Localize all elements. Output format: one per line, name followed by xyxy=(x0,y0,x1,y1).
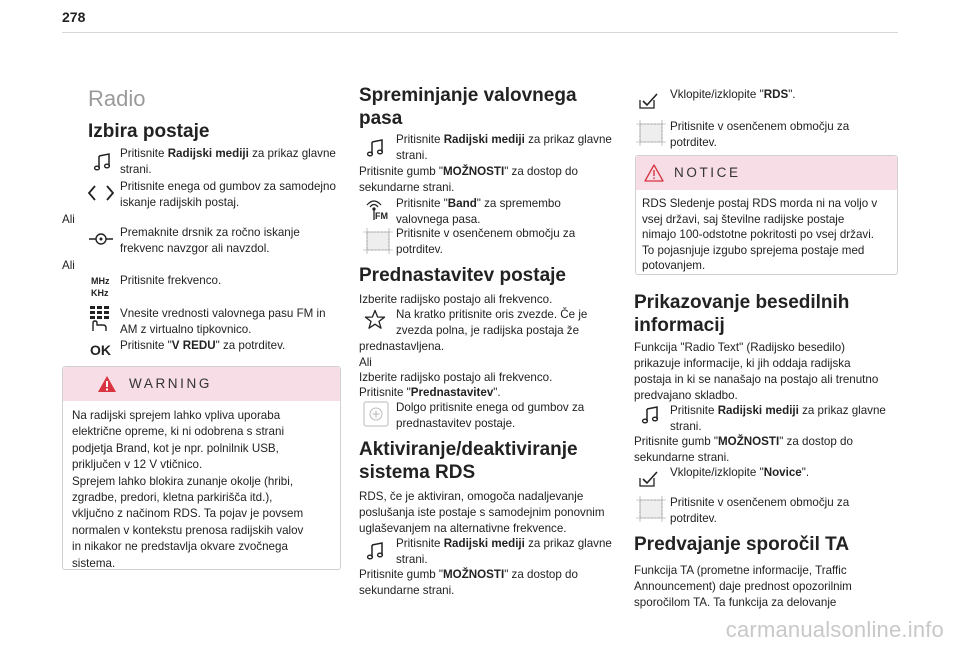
text-line: Vklopite/izklopite "Novice". xyxy=(670,466,810,479)
notice-box xyxy=(635,155,898,275)
star-outline-icon xyxy=(364,309,386,330)
text-line: strani. xyxy=(670,420,702,433)
khz-label: KHz xyxy=(91,288,109,298)
music-note-icon xyxy=(92,152,112,172)
text-line: Ali xyxy=(62,259,75,272)
section-heading-besedilo-2: informacij xyxy=(634,315,725,336)
text-line: Ali xyxy=(359,356,372,369)
text-line: Pritisnite Radijski mediji za prikaz glavne xyxy=(120,147,336,160)
chapter-title: Radio xyxy=(88,86,146,111)
text-line: strani. xyxy=(396,149,428,162)
warning-box xyxy=(62,366,341,570)
notice-triangle-icon xyxy=(644,164,664,182)
shaded-area-icon xyxy=(636,120,666,146)
text-line: Na kratko pritisnite oris zvezde. Če je xyxy=(396,308,588,321)
text-line: prednastavitev postaje. xyxy=(396,417,516,430)
chevron-left-right-icon xyxy=(86,184,116,202)
svg-text:FM: FM xyxy=(375,211,388,221)
text-line: Pritisnite Radijski mediji za prikaz glavne xyxy=(396,537,612,550)
music-note-icon xyxy=(365,138,385,158)
text-line: RDS, če je aktiviran, omogoča nadaljevanje xyxy=(359,490,584,503)
section-heading-prednastavitev: Prednastavitev postaje xyxy=(359,265,566,286)
text-line: Izberite radijsko postajo ali frekvenco. xyxy=(359,371,553,384)
text-line: Pritisnite v osenčenem območju za xyxy=(396,227,576,240)
text-line: postaja in ki se nanašajo na postajo ali trenutno xyxy=(634,373,879,386)
notice-text: RDS Sledenje postaj RDS morda ni na voljo v vsej državi, saj številne radijske postaje nimajo 100-odstotne pokritosti po vsej državi. To pojasnjuje izgubo sprejema postaje med potovanjem. xyxy=(642,197,878,273)
text-line: Premaknite drsnik za ročno iskanje xyxy=(120,226,300,239)
notice-title: NOTICE xyxy=(674,165,741,180)
section-heading-besedilo: Prikazovanje besedilnih xyxy=(634,292,850,313)
section-heading-valovni-pas: Spreminjanje valovnega xyxy=(359,85,577,106)
header-divider xyxy=(62,32,898,33)
shaded-area-icon xyxy=(636,496,666,522)
text-line: Ali xyxy=(62,213,75,226)
slider-icon xyxy=(88,230,114,248)
text-line: Izberite radijsko postajo ali frekvenco. xyxy=(359,293,553,306)
text-line: sekundarne strani. xyxy=(634,451,730,464)
text-line: zvezda polna, je radijska postaja že xyxy=(396,324,580,337)
text-line: potrditev. xyxy=(670,512,717,525)
text-line: valovnega pasa. xyxy=(396,213,481,226)
checkbox-icon xyxy=(638,470,660,488)
keypad-icon xyxy=(88,304,112,332)
mhz-label: MHz xyxy=(91,276,110,286)
text-line: Pritisnite v osenčenem območju za xyxy=(670,120,850,133)
checkbox-icon xyxy=(638,92,660,110)
text-line: Pritisnite Radijski mediji za prikaz glavne xyxy=(670,404,886,417)
text-line: strani. xyxy=(396,553,428,566)
text-line: Announcement) daje prednost opozorilnim xyxy=(634,580,852,593)
text-line: Pritisnite v osenčenem območju za xyxy=(670,496,850,509)
page-number: 278 xyxy=(62,9,86,25)
text-line: Pritisnite gumb "MOŽNOSTI" za dostop do xyxy=(359,568,578,581)
text-line: Funkcija "Radio Text" (Radijsko besedilo) xyxy=(634,341,846,354)
text-line: sekundarne strani. xyxy=(359,584,455,597)
text-line: Pritisnite "Prednastavitev". xyxy=(359,386,501,399)
text-line: potrditev. xyxy=(396,243,443,256)
text-line: uglaševanjem na alternativne frekvence. xyxy=(359,522,567,535)
text-line: frekvenc navzgor ali navzdol. xyxy=(120,242,270,255)
text-line: Vklopite/izklopite "RDS". xyxy=(670,88,796,101)
text-line: prikazuje informacije, ki jih oddaja radijska xyxy=(634,357,851,370)
section-heading-valovni-pas-2: pasa xyxy=(359,108,403,129)
text-line: iskanje radijskih postaj. xyxy=(120,196,240,209)
text-line: Pritisnite frekvenco. xyxy=(120,274,222,287)
text-line: Dolgo pritisnite enega od gumbov za xyxy=(396,401,585,414)
text-line: Pritisnite "Band" za spremembo xyxy=(396,197,561,210)
warning-triangle-icon xyxy=(97,375,117,393)
text-line: AM z virtualno tipkovnico. xyxy=(120,323,252,336)
preset-button-icon xyxy=(363,401,389,427)
text-line: Pritisnite enega od gumbov za samodejno xyxy=(120,180,336,193)
section-heading-rds: Aktiviranje/deaktiviranje xyxy=(359,439,578,460)
section-heading-izbira-postaje: Izbira postaje xyxy=(88,121,210,142)
text-line: strani. xyxy=(120,163,152,176)
section-heading-rds-2: sistema RDS xyxy=(359,462,476,483)
music-note-icon xyxy=(365,541,385,561)
text-line: prednastavljena. xyxy=(359,340,445,353)
text-line: Funkcija TA (prometne informacije, Traffic xyxy=(634,564,847,577)
music-note-icon xyxy=(640,405,660,425)
section-heading-ta: Predvajanje sporočil TA xyxy=(634,534,850,555)
fm-antenna-icon xyxy=(364,196,392,222)
warning-text: Na radijski sprejem lahko vpliva uporaba električne opreme, ki ni odobrena s strani podjetja Brand, kot je npr. polnilnik USB, priključen v 12 V vtičnico. Sprejem lahko blokira zunanje okolje (hribi, zgradbe, predori, kletna parkirišča itd.), vključno z načinom RDS. Ta pojav je povsem normalen v kontekstu prenosa radijskih valov in nikakor ne predstavlja okvare zvočnega sistema. xyxy=(72,409,304,570)
ok-label: OK xyxy=(90,342,111,358)
shaded-area-icon xyxy=(363,228,393,254)
text-line: Pritisnite "V REDU" za potrditev. xyxy=(120,339,286,352)
warning-title: WARNING xyxy=(129,376,212,391)
text-line: predvajano skladbo. xyxy=(634,389,738,402)
text-line: potrditev. xyxy=(670,136,717,149)
text-line: Pritisnite gumb "MOŽNOSTI" za dostop do xyxy=(359,165,578,178)
text-line: poslušanja iste postaje s samodejnim ponovnim xyxy=(359,506,605,519)
text-line: Pritisnite Radijski mediji za prikaz glavne xyxy=(396,133,612,146)
text-line: Pritisnite gumb "MOŽNOSTI" za dostop do xyxy=(634,435,853,448)
text-line: sporočilom TA. Ta funkcija za delovanje xyxy=(634,596,837,609)
text-line: Vnesite vrednosti valovnega pasu FM in xyxy=(120,307,326,320)
watermark: carmanualsonline.info xyxy=(725,617,944,642)
text-line: sekundarne strani. xyxy=(359,181,455,194)
